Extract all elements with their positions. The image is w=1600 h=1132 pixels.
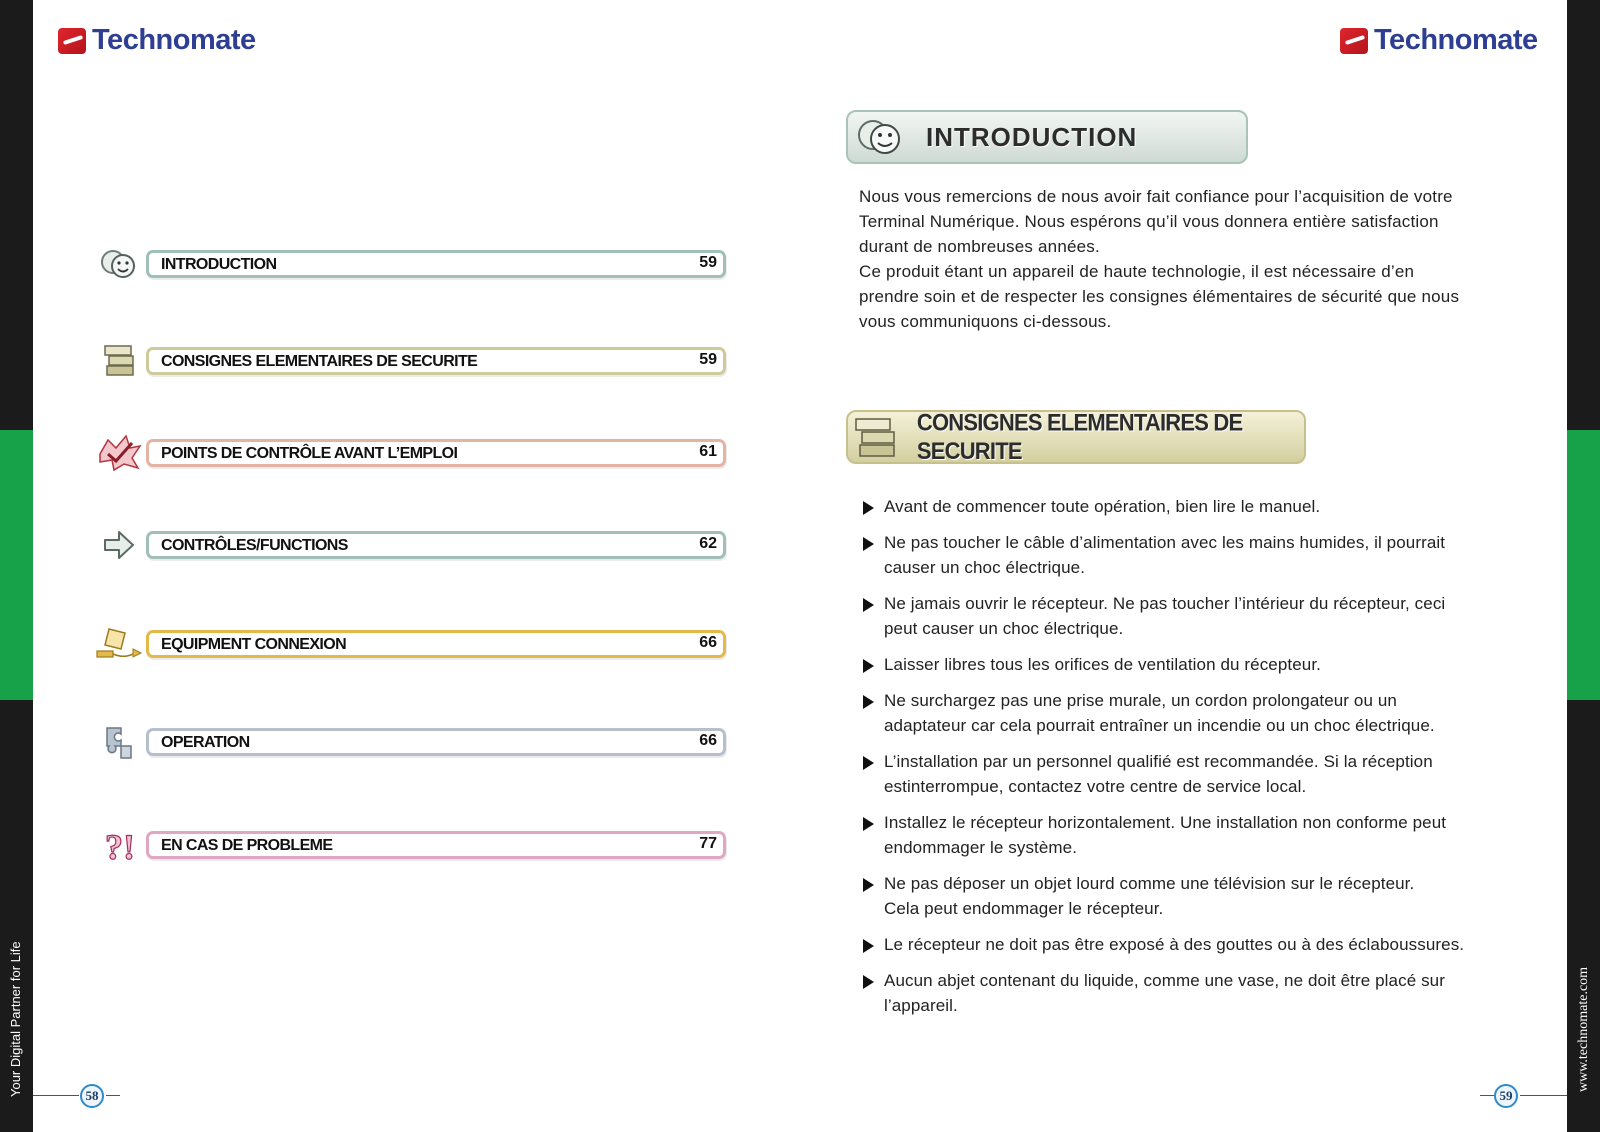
toc-item-troubleshooting[interactable] (92, 825, 734, 865)
brand-logo-left (58, 24, 256, 57)
item-line: Laisser libres tous les orifices de ventilation du récepteur. (884, 655, 1321, 674)
list-item (862, 591, 1522, 641)
arrow-bullet-icon (863, 537, 874, 551)
introduction-title: INTRODUCTION (926, 121, 1138, 152)
page-rule (1520, 1095, 1567, 1096)
list-item (862, 688, 1522, 738)
brand-name: Technomate (1374, 24, 1538, 56)
page-rule (33, 1095, 79, 1096)
brand-name: Technomate (92, 24, 256, 56)
item-line: Installez le récepteur horizontalement. Une installation non conforme peut (884, 813, 1447, 832)
toc-label: EN CAS DE PROBLEME (161, 837, 333, 854)
toc-page-number: 59 (699, 351, 717, 368)
toc-label: INTRODUCTION (161, 256, 277, 273)
toc-bar (146, 728, 726, 756)
item-line: estinterrompue, contactez votre centre de service local. (884, 777, 1307, 796)
toc-bar (146, 250, 726, 278)
toc-page-number: 66 (699, 634, 717, 651)
toc-page-number: 61 (699, 443, 717, 460)
item-line: Avant de commencer toute opération, bien lire le manuel. (884, 497, 1321, 516)
toc-bar (146, 347, 726, 375)
item-line: peut causer un choc électrique. (884, 619, 1124, 638)
right-sidebar (1567, 0, 1600, 1132)
website: www.technomate.com (1576, 966, 1591, 1092)
safety-list (862, 494, 1522, 1029)
item-line: Le récepteur ne doit pas être exposé à des gouttes ou à des éclaboussures. (884, 935, 1465, 954)
toc-bar (146, 630, 726, 658)
text-line: Nous vous remercions de nous avoir fait confiance pour l’acquisition de votre (859, 187, 1453, 206)
question-exclamation-icon (92, 825, 146, 865)
stacked-books-icon (848, 412, 905, 462)
arrow-right-icon (92, 525, 146, 565)
arrow-bullet-icon (863, 756, 874, 770)
page-rule (1480, 1095, 1494, 1096)
checkmark-burst-icon (92, 433, 146, 473)
toc-label: EQUIPMENT CONNEXION (161, 636, 347, 653)
list-item (862, 968, 1522, 1018)
list-item (862, 810, 1522, 860)
left-sidebar-accent (0, 430, 33, 700)
page-rule (106, 1095, 120, 1096)
brand-logo-right (1340, 24, 1538, 57)
arrow-bullet-icon (863, 878, 874, 892)
toc-item-operation[interactable] (92, 722, 734, 762)
item-line: Cela peut endommager le récepteur. (884, 899, 1164, 918)
toc-page-number: 66 (699, 732, 717, 749)
list-item (862, 530, 1522, 580)
text-line: durant de nombreuses années. (859, 237, 1100, 256)
toc-item-introduction[interactable] (92, 244, 734, 284)
list-item (862, 494, 1522, 519)
left-sidebar (0, 0, 33, 1132)
toc-label: OPERATION (161, 734, 250, 751)
brand-mark-icon (1340, 28, 1368, 54)
toc-page-number: 62 (699, 535, 717, 552)
text-line: Terminal Numérique. Nous espérons qu’il vous donnera entière satisfaction (859, 212, 1439, 231)
list-item (862, 749, 1522, 799)
arrow-bullet-icon (863, 975, 874, 989)
safety-header (846, 410, 1306, 464)
arrow-bullet-icon (863, 659, 874, 673)
item-line: Ne pas déposer un objet lourd comme une télévision sur le récepteur. (884, 874, 1415, 893)
stacked-books-icon (92, 341, 146, 381)
right-sidebar-accent (1567, 430, 1600, 700)
smiley-faces-icon (848, 112, 912, 162)
toc-item-checks[interactable] (92, 433, 734, 473)
laptop-connection-icon (92, 624, 146, 664)
item-line: L’installation par un personnel qualifié est recommandée. Si la réception (884, 752, 1433, 771)
puzzle-icon (92, 722, 146, 762)
list-item (862, 871, 1522, 921)
item-line: Ne pas toucher le câble d’alimentation avec les mains humides, il pourrait (884, 533, 1446, 552)
arrow-bullet-icon (863, 598, 874, 612)
brand-mark-icon (58, 28, 86, 54)
toc-item-connection[interactable] (92, 624, 734, 664)
svg-text:?!: ?! (105, 827, 135, 867)
arrow-bullet-icon (863, 501, 874, 515)
list-item (862, 652, 1522, 677)
introduction-body (859, 184, 1519, 334)
toc-label: POINTS DE CONTRÔLE AVANT L’EMPLOI (161, 445, 458, 462)
toc-page-number: 77 (699, 835, 717, 852)
item-line: l’appareil. (884, 996, 958, 1015)
arrow-bullet-icon (863, 695, 874, 709)
toc-label: CONTRÔLES/FUNCTIONS (161, 537, 348, 554)
toc-item-safety[interactable] (92, 341, 734, 381)
smiley-faces-icon (92, 244, 146, 284)
item-line: endommager le système. (884, 838, 1078, 857)
toc-page-number: 59 (699, 254, 717, 271)
text-line: Ce produit étant un appareil de haute technologie, il est nécessaire d’en (859, 262, 1415, 281)
toc-item-controls[interactable] (92, 525, 734, 565)
list-item (862, 932, 1522, 957)
toc-bar (146, 531, 726, 559)
tagline: Your Digital Partner for Life (8, 941, 23, 1097)
safety-title: CONSIGNES ELEMENTAIRES DE SECURITE (916, 408, 1243, 465)
arrow-bullet-icon (863, 939, 874, 953)
page-number-left: 58 (80, 1084, 104, 1108)
toc-label: CONSIGNES ELEMENTAIRES DE SECURITE (161, 353, 478, 370)
text-line: prendre soin et de respecter les consignes élémentaires de sécurité que nous (859, 287, 1460, 306)
text-line: vous communiquons ci-dessous. (859, 312, 1112, 331)
toc-bar (146, 439, 726, 467)
item-line: causer un choc électrique. (884, 558, 1086, 577)
item-line: adaptateur car cela pourrait entraîner un incendie ou un choc électrique. (884, 716, 1435, 735)
introduction-header (846, 110, 1248, 164)
toc-bar (146, 831, 726, 859)
item-line: Ne jamais ouvrir le récepteur. Ne pas toucher l’intérieur du récepteur, ceci (884, 594, 1446, 613)
item-line: Ne surchargez pas une prise murale, un cordon prolongateur ou un (884, 691, 1397, 710)
page-number-right: 59 (1494, 1084, 1518, 1108)
item-line: Aucun abjet contenant du liquide, comme une vase, ne doit être placé sur (884, 971, 1445, 990)
arrow-bullet-icon (863, 817, 874, 831)
